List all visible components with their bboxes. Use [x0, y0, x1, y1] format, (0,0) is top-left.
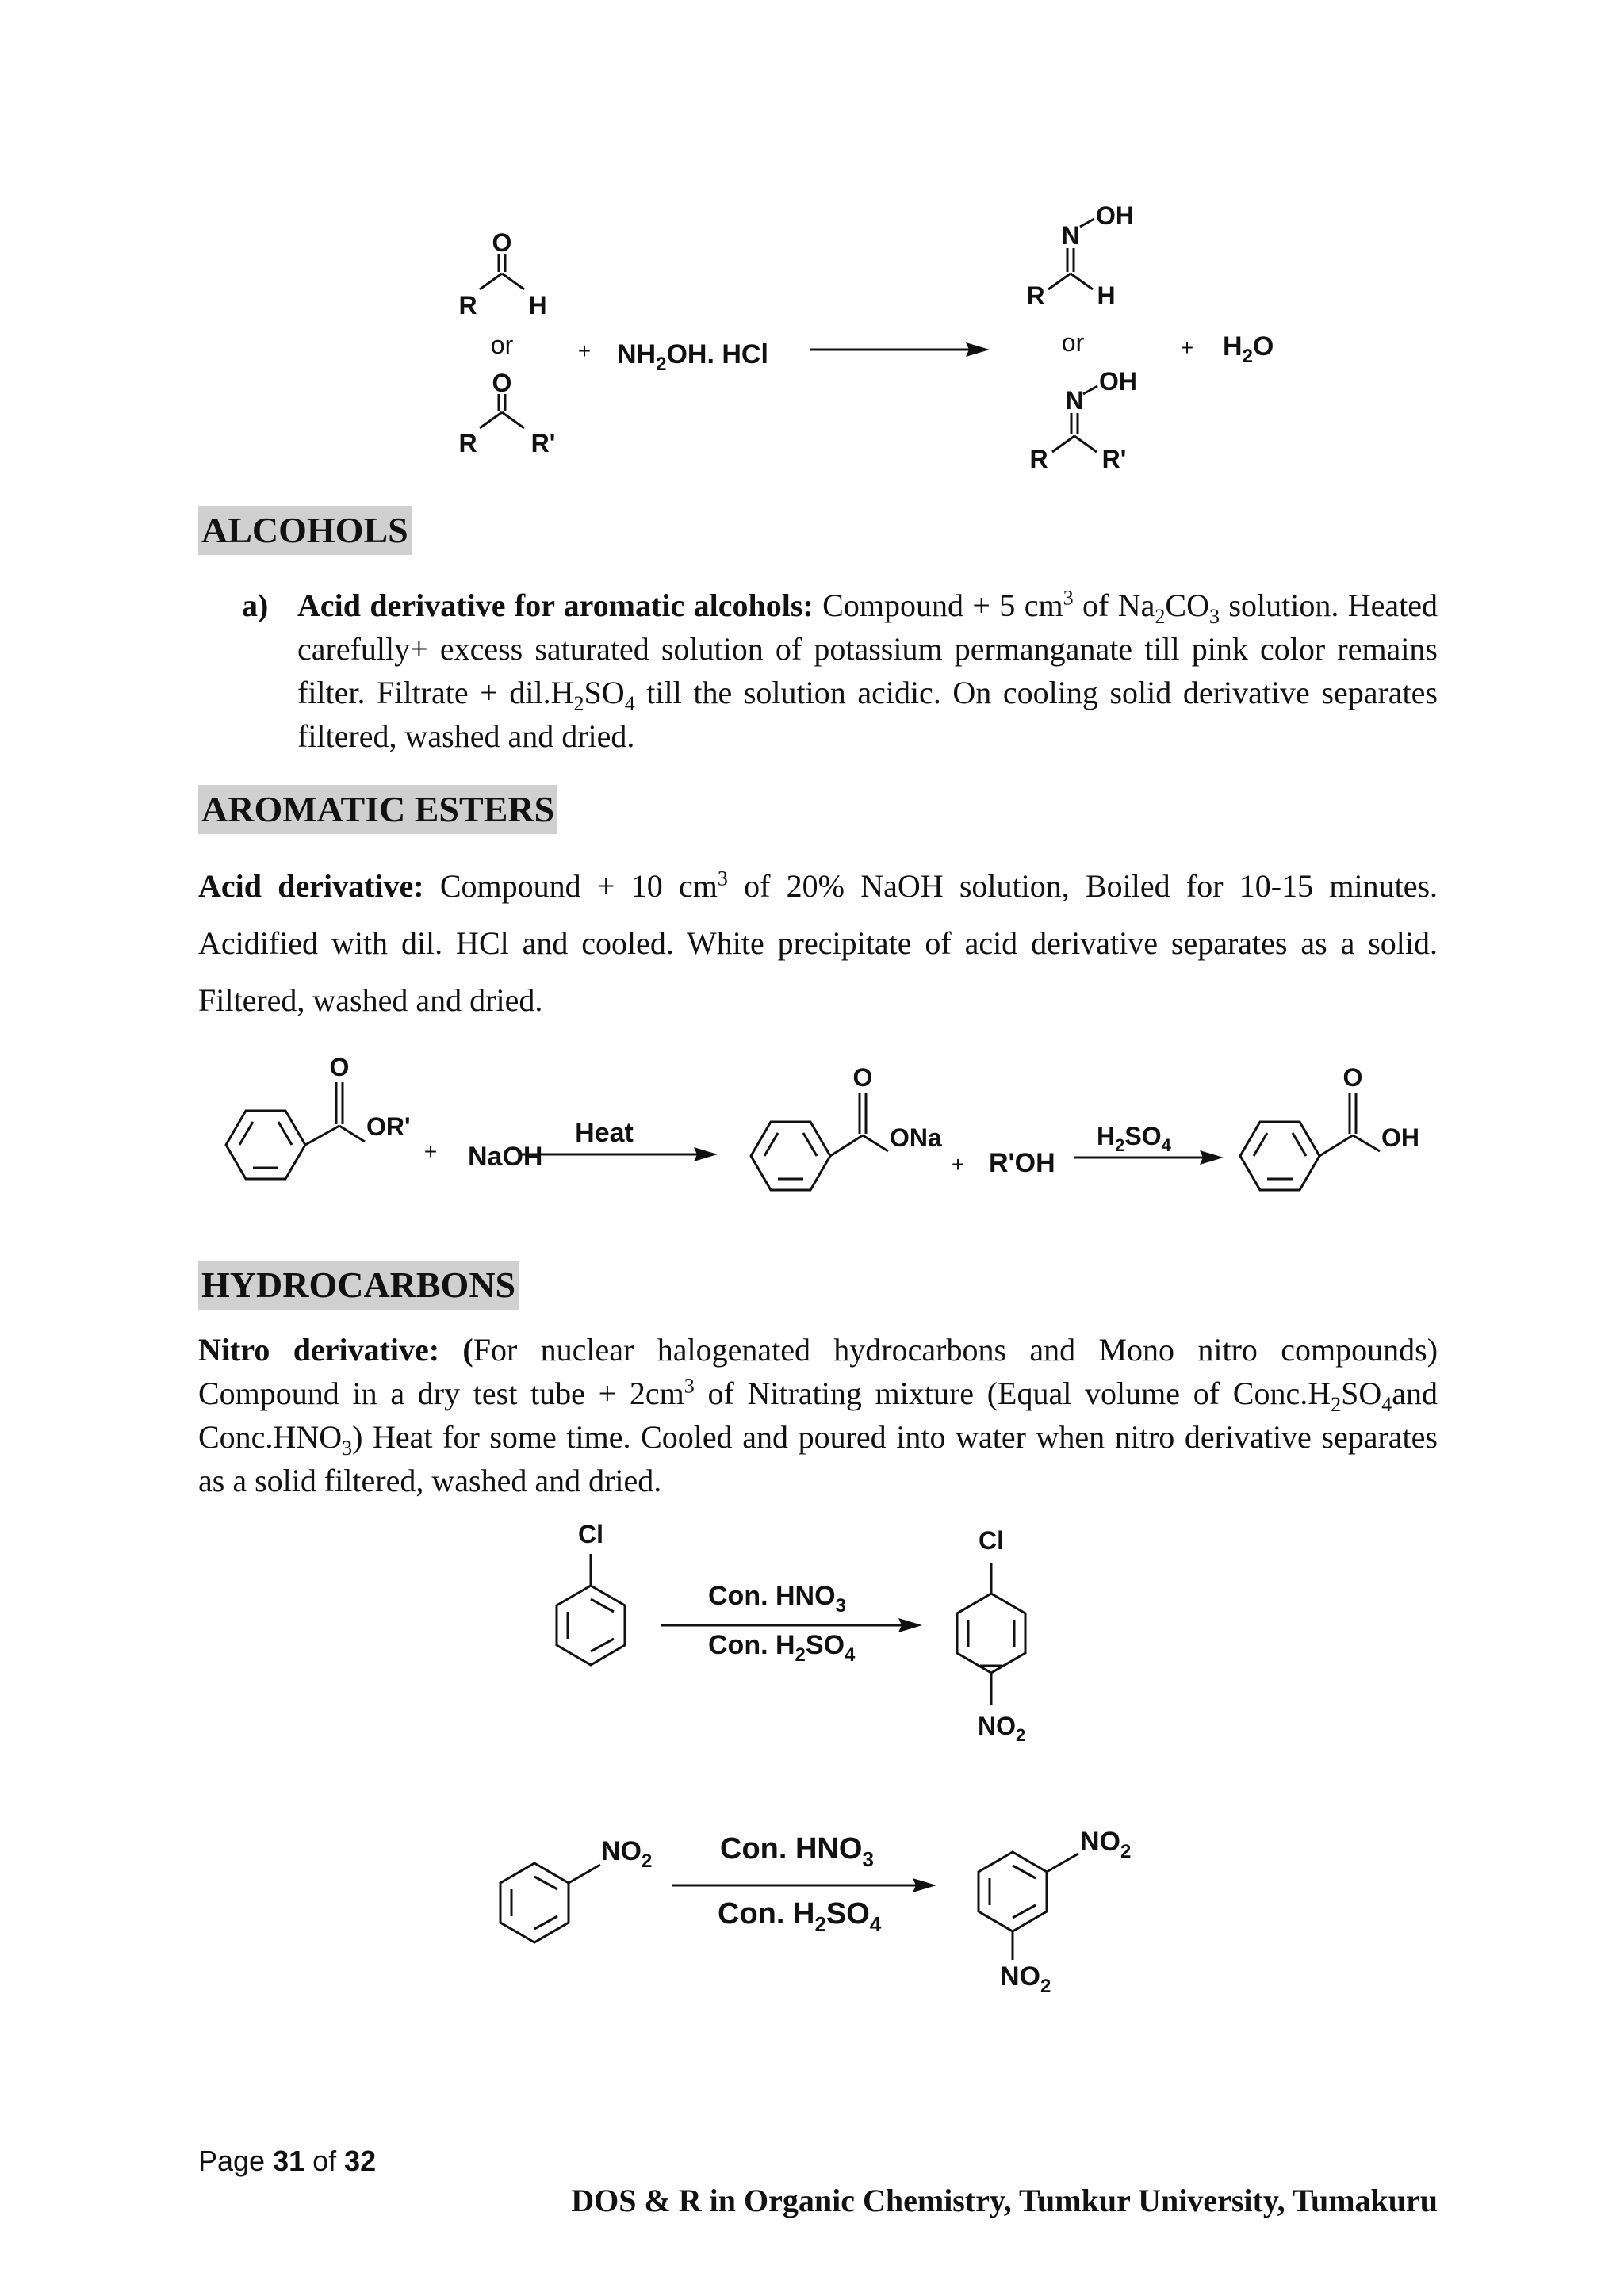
product-nitro-substituent: $NO_2$	[1000, 1961, 1051, 1997]
water-product: $H_2O$	[1223, 331, 1274, 367]
aldehyde-oxygen: O	[492, 228, 512, 257]
aldoxime-nitrogen: N	[1061, 221, 1080, 250]
product-nitro-substituent-meta: $NO_2$	[1080, 1827, 1132, 1862]
alcohol-byproduct: R'OH	[989, 1148, 1055, 1178]
aldehyde-r-group: R	[458, 291, 477, 320]
ketoxime-nitrogen: N	[1065, 386, 1084, 415]
chloro-substituent: Cl	[578, 1520, 603, 1548]
ester-or-group: OR'	[366, 1112, 411, 1141]
sulfuric-acid-reagent: Con. $H_2SO_4$	[708, 1630, 856, 1666]
ketone-r-prime-group: R'	[530, 429, 556, 457]
list-item-label: a)	[242, 587, 269, 623]
acid-oxygen: O	[1342, 1063, 1363, 1092]
ketone-r-group: R	[458, 429, 477, 457]
sulfuric-acid-reagent: Con. $H_2SO_4$	[718, 1897, 882, 1936]
oxime-reaction-scheme	[0, 0, 1624, 507]
hydrocarbons-paragraph: Nitro derivative: (For nuclear halogenated hydrocarbons and Mono nitro compounds) Compound in a dry test tube + $2cm^3$ of Nitrating mixture (Equal volume of $Conc.H_2SO_4and$ $Conc.HNO_3$) Heat for some time. Cooled and poured into water when nitro derivative separates as a solid filtered, washed and dried.	[198, 1332, 1438, 1498]
salt-oxygen: O	[852, 1063, 873, 1092]
plus-sign: +	[1180, 335, 1194, 360]
aldoxime-hydroxyl: OH	[1096, 201, 1134, 230]
hydroxylamine-reagent: $NH_2OH$. HCl	[617, 339, 768, 375]
aldoxime-r-group: R	[1026, 281, 1045, 310]
institution-footer: DOS & R in Organic Chemistry, Tumkur University, Tumakuru	[571, 2183, 1438, 2218]
or-label-left: or	[490, 331, 514, 359]
ester-oxygen: O	[329, 1053, 350, 1081]
section-heading-hydrocarbons: HYDROCARBONS	[198, 1261, 519, 1310]
section-heading-alcohols: ALCOHOLS	[198, 506, 412, 555]
chlorobenzene-nitration-scheme	[0, 1506, 1624, 1760]
plus-sign: +	[577, 339, 592, 363]
ketone-oxygen: O	[492, 369, 512, 397]
ketoxime-r-group: R	[1029, 445, 1048, 473]
sulfuric-acid-reagent: $H_2SO_4$	[1097, 1122, 1171, 1155]
aldoxime-hydrogen: H	[1097, 281, 1116, 310]
naoh-reagent: NaOH	[468, 1142, 543, 1172]
aromatic-esters-paragraph: Acid derivative: Compound + 10 $cm^3$ of 20% NaOH solution, Boiled for 10-15 minutes. Acidified with dil. HCl and cooled. White precipitate of acid derivative separates as a solid. Filtered, washed and dried.	[198, 867, 1438, 1018]
nitric-acid-reagent: Con. $HNO_3$	[720, 1832, 874, 1871]
section-heading-aromatic-esters: AROMATIC ESTERS	[198, 785, 557, 834]
product-nitro-substituent: $NO_2$	[978, 1712, 1026, 1745]
ketoxime-hydroxyl: OH	[1099, 367, 1137, 396]
heat-condition: Heat	[575, 1118, 634, 1148]
page-number: Page 31 of 32	[198, 2145, 377, 2177]
plus-sign: +	[951, 1152, 965, 1177]
plus-sign: +	[423, 1139, 438, 1164]
nitric-acid-reagent: Con. $HNO_3$	[708, 1581, 846, 1617]
alcohols-paragraph: Acid derivative for aromatic alcohols: Compound + 5 $cm^3$ of $Na_2CO_3$ solution. Heated carefully+ excess saturated solution of potassium permanganate till pink color remains filter. Filtrate + $dil.H_2SO_4$ till the solution acidic. On cooling solid derivative separates filtered, washed and dried.	[297, 586, 1438, 754]
or-label-right: or	[1061, 328, 1085, 357]
ketoxime-r-prime-group: R'	[1101, 445, 1127, 473]
product-chloro-substituent: Cl	[979, 1526, 1004, 1555]
start-nitro-substituent: $NO_2$	[601, 1836, 653, 1872]
acid-hydroxyl: OH	[1381, 1123, 1419, 1152]
nitrobenzene-nitration-scheme	[0, 1800, 1624, 2006]
aldehyde-hydrogen: H	[528, 291, 547, 320]
salt-ona-group: ONa	[890, 1123, 942, 1152]
ester-hydrolysis-scheme	[0, 1031, 1624, 1237]
